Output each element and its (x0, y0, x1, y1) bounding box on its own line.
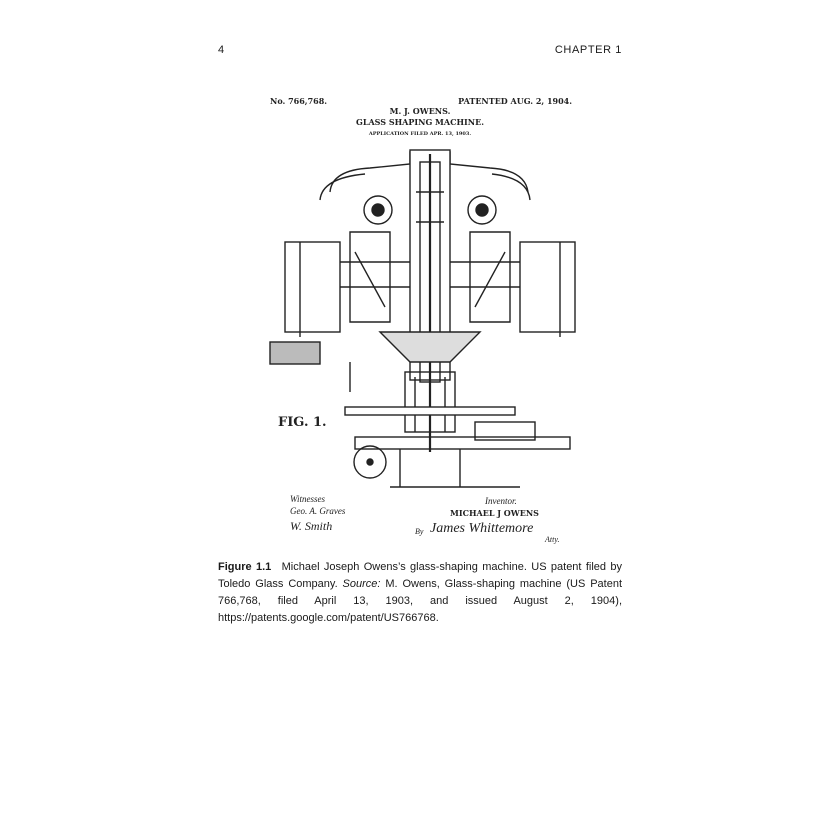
running-head: CHAPTER 1 (554, 44, 622, 56)
patent-date: PATENTED AUG. 2, 1904. (458, 96, 572, 106)
patent-application: APPLICATION FILED APR. 13, 1903. (368, 131, 472, 137)
patent-drawing (260, 92, 590, 552)
caption-text: Michael Joseph Owens’s glass-shaping machine. US patent filed by Toledo Glass Company. (218, 561, 622, 590)
caption-source-label: Source: (342, 578, 381, 590)
machine-illustration (270, 150, 575, 487)
page-number: 4 (218, 44, 225, 56)
patent-number: No. 766,768. (270, 96, 328, 106)
caption-source: M. Owens, Glass-shaping machine (US Patent 766,768, filed April 13, 1903, and issued August 2, 1904), https://patents.google.com/patent/US766768. (218, 578, 622, 624)
patent-title: GLASS SHAPING MACHINE. (356, 117, 484, 127)
attorney-suffix: Atty. (545, 535, 560, 544)
patent-inventor: M. J. OWENS. (389, 106, 451, 116)
inventor-name: MICHAEL J OWENS (450, 508, 539, 518)
witnesses-label: Witnesses (290, 494, 325, 504)
witness-signature-2: W. Smith (290, 519, 333, 533)
inventor-label: Inventor. (485, 496, 517, 506)
witness-signature-1: Geo. A. Graves (290, 506, 346, 516)
caption-label: Figure 1.1 (218, 561, 272, 573)
figure-caption (218, 559, 622, 627)
attorney-prefix: By (415, 527, 424, 536)
fig-label: FIG. 1. (278, 415, 327, 430)
attorney-name: James Whittemore (430, 521, 534, 536)
